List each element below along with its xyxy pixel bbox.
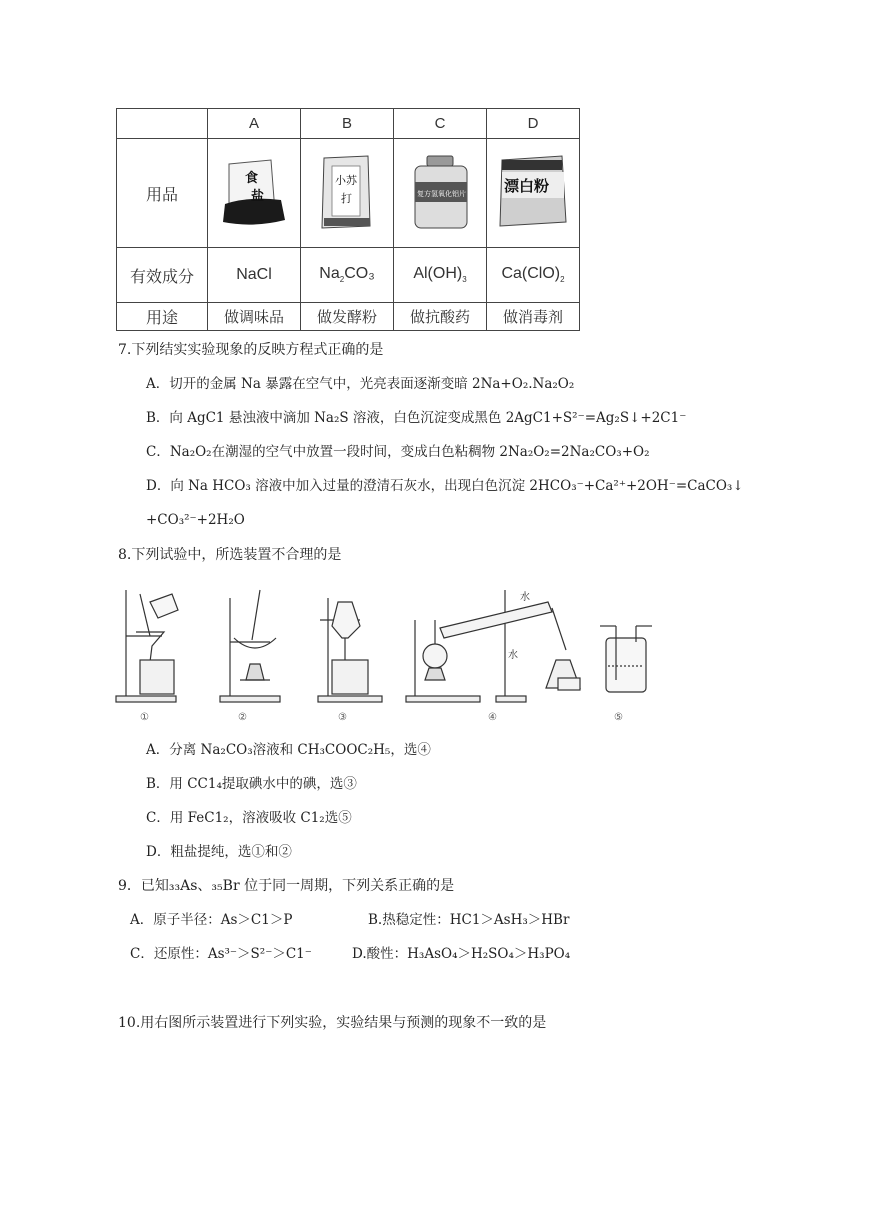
apparatus-3-separatory-funnel xyxy=(318,598,382,702)
q9-option-b: B.热稳定性：HC1＞AsH₃＞HBr xyxy=(368,912,570,928)
header-col-c: C xyxy=(394,109,487,139)
q7-option-d-cont: +CO₃²⁻+2H₂O xyxy=(146,512,245,528)
apparatus-4-distillation xyxy=(406,590,580,702)
row-label-component: 有效成分 xyxy=(117,248,208,303)
q9-option-d: D.酸性：H₃AsO₄＞H₂SO₄＞H₃PO₄ xyxy=(352,946,571,962)
q7-option-a: A．切开的金属 Na 暴露在空气中，光亮表面逐渐变暗 2Na+O₂.Na₂O₂ xyxy=(146,376,575,392)
apparatus-label-1: ① xyxy=(140,712,149,723)
row-label-item: 用品 xyxy=(117,139,208,248)
header-col-b: B xyxy=(301,109,394,139)
q8-stem: 8.下列试验中，所选装置不合理的是 xyxy=(118,547,342,563)
svg-text:漂白粉: 漂白粉 xyxy=(504,176,550,195)
q9-option-a: A．原子半径：As＞C1＞P xyxy=(130,912,293,928)
apparatus-label-2: ② xyxy=(238,712,247,723)
use-b: 做发酵粉 xyxy=(301,303,394,331)
row-label-use: 用途 xyxy=(117,303,208,331)
water-out-label: 水 xyxy=(520,592,530,603)
component-d: $Ca(ClO)_2$ xyxy=(487,248,580,303)
q8-option-b: B．用 CC1₄提取碘水中的碘，选③ xyxy=(146,776,357,792)
q9-stem: 9．已知₃₃As、₃₅Br 位于同一周期，下列关系正确的是 xyxy=(118,878,455,894)
q7-stem: 7.下列结实实验现象的反映方程式正确的是 xyxy=(118,342,384,358)
svg-text:小苏: 小苏 xyxy=(335,173,357,187)
water-in-label: 水 xyxy=(508,650,518,661)
header-col-a: A xyxy=(208,109,301,139)
header-empty-cell xyxy=(117,109,208,139)
component-c: $Al(OH)_3$ xyxy=(394,248,487,303)
svg-text:打: 打 xyxy=(341,191,352,205)
apparatus-2-evaporation xyxy=(220,590,280,702)
component-b: $Na_2CO_3$ xyxy=(301,248,394,303)
q7-option-c: C．Na₂O₂在潮湿的空气中放置一段时间，变成白色粘稠物 2Na₂O₂=2Na₂CO₃+O₂ xyxy=(146,444,650,460)
use-c: 做抗酸药 xyxy=(394,303,487,331)
apparatus-label-4: ④ xyxy=(488,712,497,723)
component-a: NaCl xyxy=(208,248,301,303)
header-col-d: D xyxy=(487,109,580,139)
apparatus-label-5: ⑤ xyxy=(614,712,623,723)
product-image-baking-soda xyxy=(301,139,394,248)
apparatus-5-gas-bottle xyxy=(600,626,652,692)
products-table xyxy=(116,108,580,331)
product-image-antacid-bottle xyxy=(394,139,487,248)
q8-option-c: C．用 FeC1₂，溶液吸收 C1₂选⑤ xyxy=(146,810,352,826)
use-a: 做调味品 xyxy=(208,303,301,331)
svg-text:食: 食 xyxy=(245,170,259,186)
svg-text:盐: 盐 xyxy=(251,188,265,204)
q8-option-a: A．分离 Na₂CO₃溶液和 CH₃COOC₂H₅，选④ xyxy=(146,742,431,758)
use-d: 做消毒剂 xyxy=(487,303,580,331)
q7-option-d: D．向 Na HCO₃ 溶液中加入过量的澄清石灰水，出现白色沉淀 2HCO₃⁻+Ca²⁺+2OH⁻=CaCO₃↓ xyxy=(146,478,744,494)
product-image-bleach-powder xyxy=(487,139,580,248)
product-image-salt xyxy=(208,139,301,248)
apparatus-1-filtration xyxy=(116,590,178,702)
apparatus-figure xyxy=(110,580,670,730)
q7-option-b: B．向 AgC1 悬浊液中滴加 Na₂S 溶液，白色沉淀变成黑色 2AgC1+S²⁻=Ag₂S↓+2C1⁻ xyxy=(146,410,687,426)
q10-stem: 10.用右图所示装置进行下列实验，实验结果与预测的现象不一致的是 xyxy=(118,1015,547,1031)
q8-option-d: D．粗盐提纯，选①和② xyxy=(146,844,292,860)
svg-text:复方氢氧化铝片: 复方氢氧化铝片 xyxy=(417,189,466,198)
q9-option-c: C．还原性：As³⁻＞S²⁻＞C1⁻ xyxy=(130,946,312,962)
apparatus-label-3: ③ xyxy=(338,712,347,723)
